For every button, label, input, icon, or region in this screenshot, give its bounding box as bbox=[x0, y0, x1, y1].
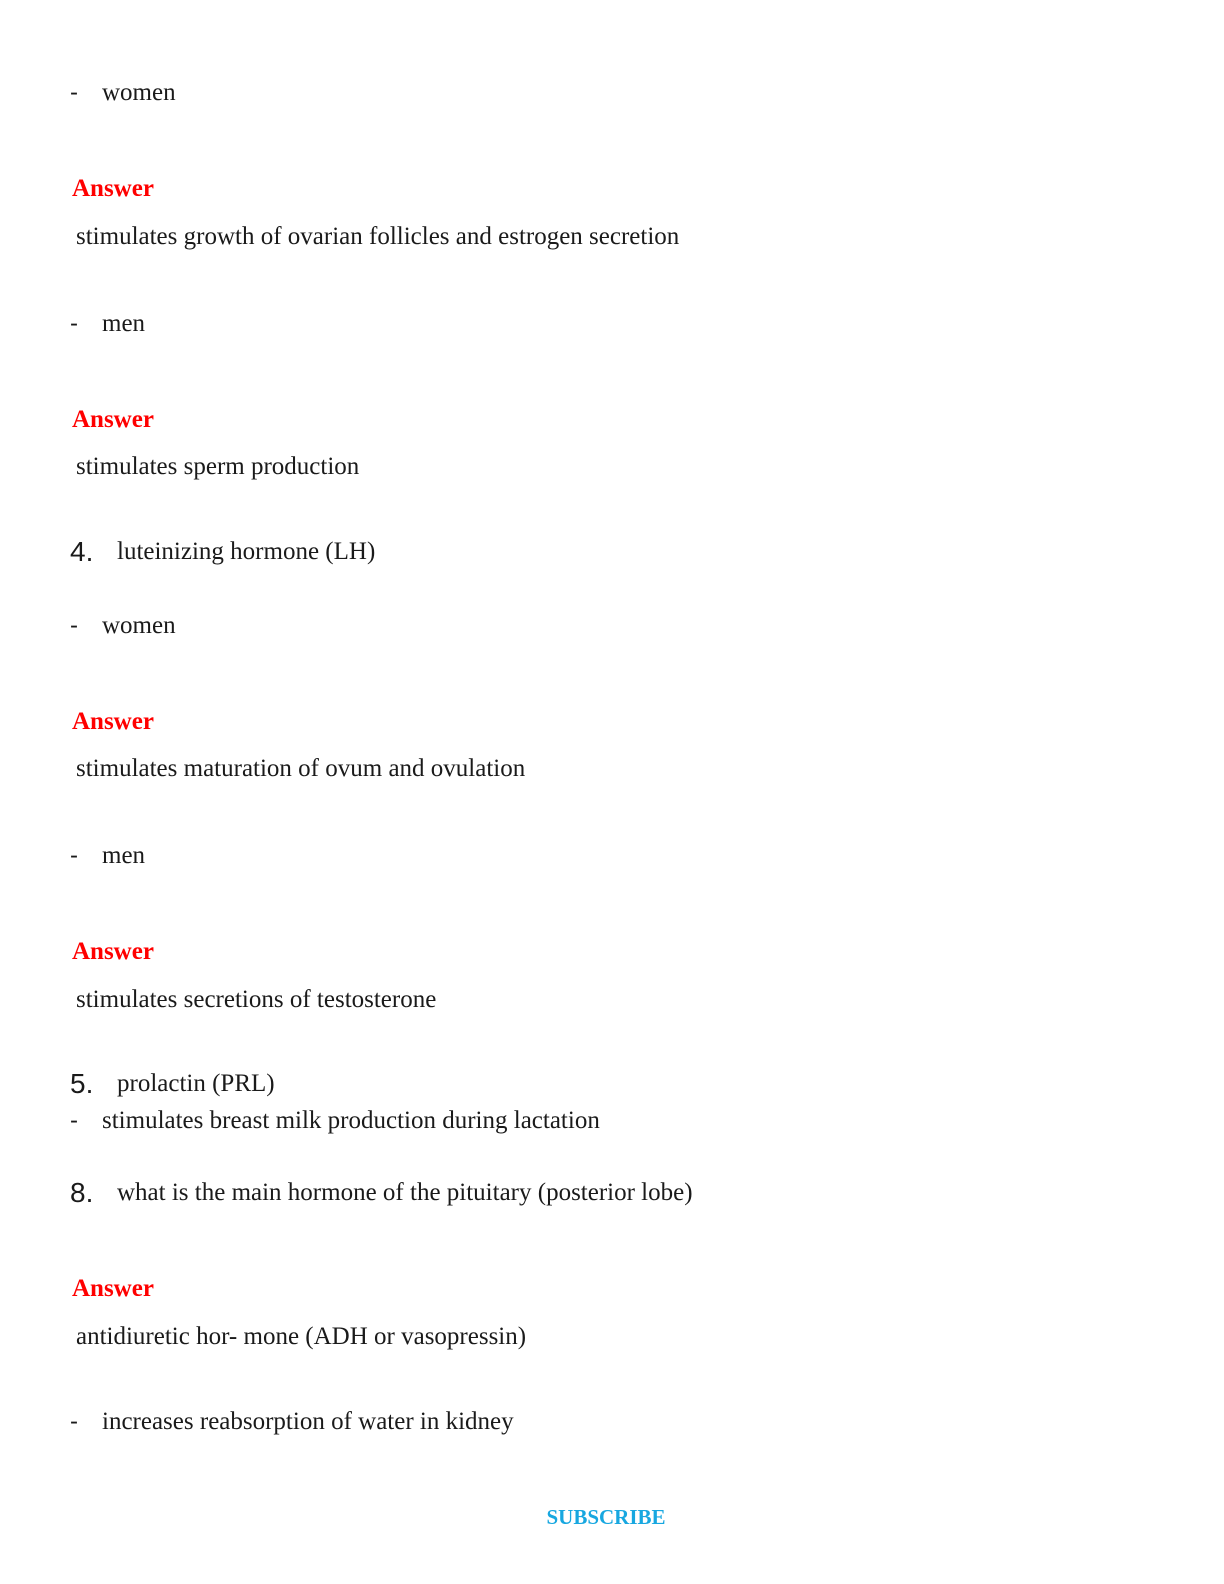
question-text: luteinizing hormone (LH) bbox=[117, 538, 376, 565]
list-item-text: women bbox=[102, 79, 176, 106]
list-item-text: stimulates breast milk production during lactation bbox=[102, 1107, 600, 1134]
dash-bullet: - bbox=[70, 612, 78, 639]
answer-label: Answer bbox=[72, 708, 154, 735]
answer-label: Answer bbox=[72, 406, 154, 433]
answer-text: stimulates secretions of testosterone bbox=[76, 986, 437, 1013]
answer-text: stimulates sperm production bbox=[76, 453, 360, 480]
answer-text: antidiuretic hor- mone (ADH or vasopressin) bbox=[76, 1323, 527, 1350]
dash-bullet: - bbox=[70, 842, 78, 869]
dash-bullet: - bbox=[70, 1408, 78, 1435]
list-item-text: increases reabsorption of water in kidney bbox=[102, 1408, 514, 1435]
answer-text: stimulates growth of ovarian follicles and estrogen secretion bbox=[76, 223, 680, 250]
question-text: prolactin (PRL) bbox=[117, 1070, 275, 1097]
dash-bullet: - bbox=[70, 79, 78, 106]
answer-label: Answer bbox=[72, 1275, 154, 1302]
question-number: 5. bbox=[70, 1068, 94, 1099]
question-number: 8. bbox=[70, 1177, 94, 1208]
answer-label: Answer bbox=[72, 938, 154, 965]
list-item-text: men bbox=[102, 310, 146, 337]
dash-bullet: - bbox=[70, 310, 78, 337]
answer-text: stimulates maturation of ovum and ovulation bbox=[76, 755, 526, 782]
subscribe-link[interactable]: SUBSCRIBE bbox=[546, 1505, 666, 1529]
list-item-text: men bbox=[102, 842, 146, 869]
question-text: what is the main hormone of the pituitary (posterior lobe) bbox=[117, 1179, 693, 1206]
question-number: 4. bbox=[70, 536, 94, 567]
dash-bullet: - bbox=[70, 1107, 78, 1134]
answer-label: Answer bbox=[72, 175, 154, 202]
list-item-text: women bbox=[102, 612, 176, 639]
